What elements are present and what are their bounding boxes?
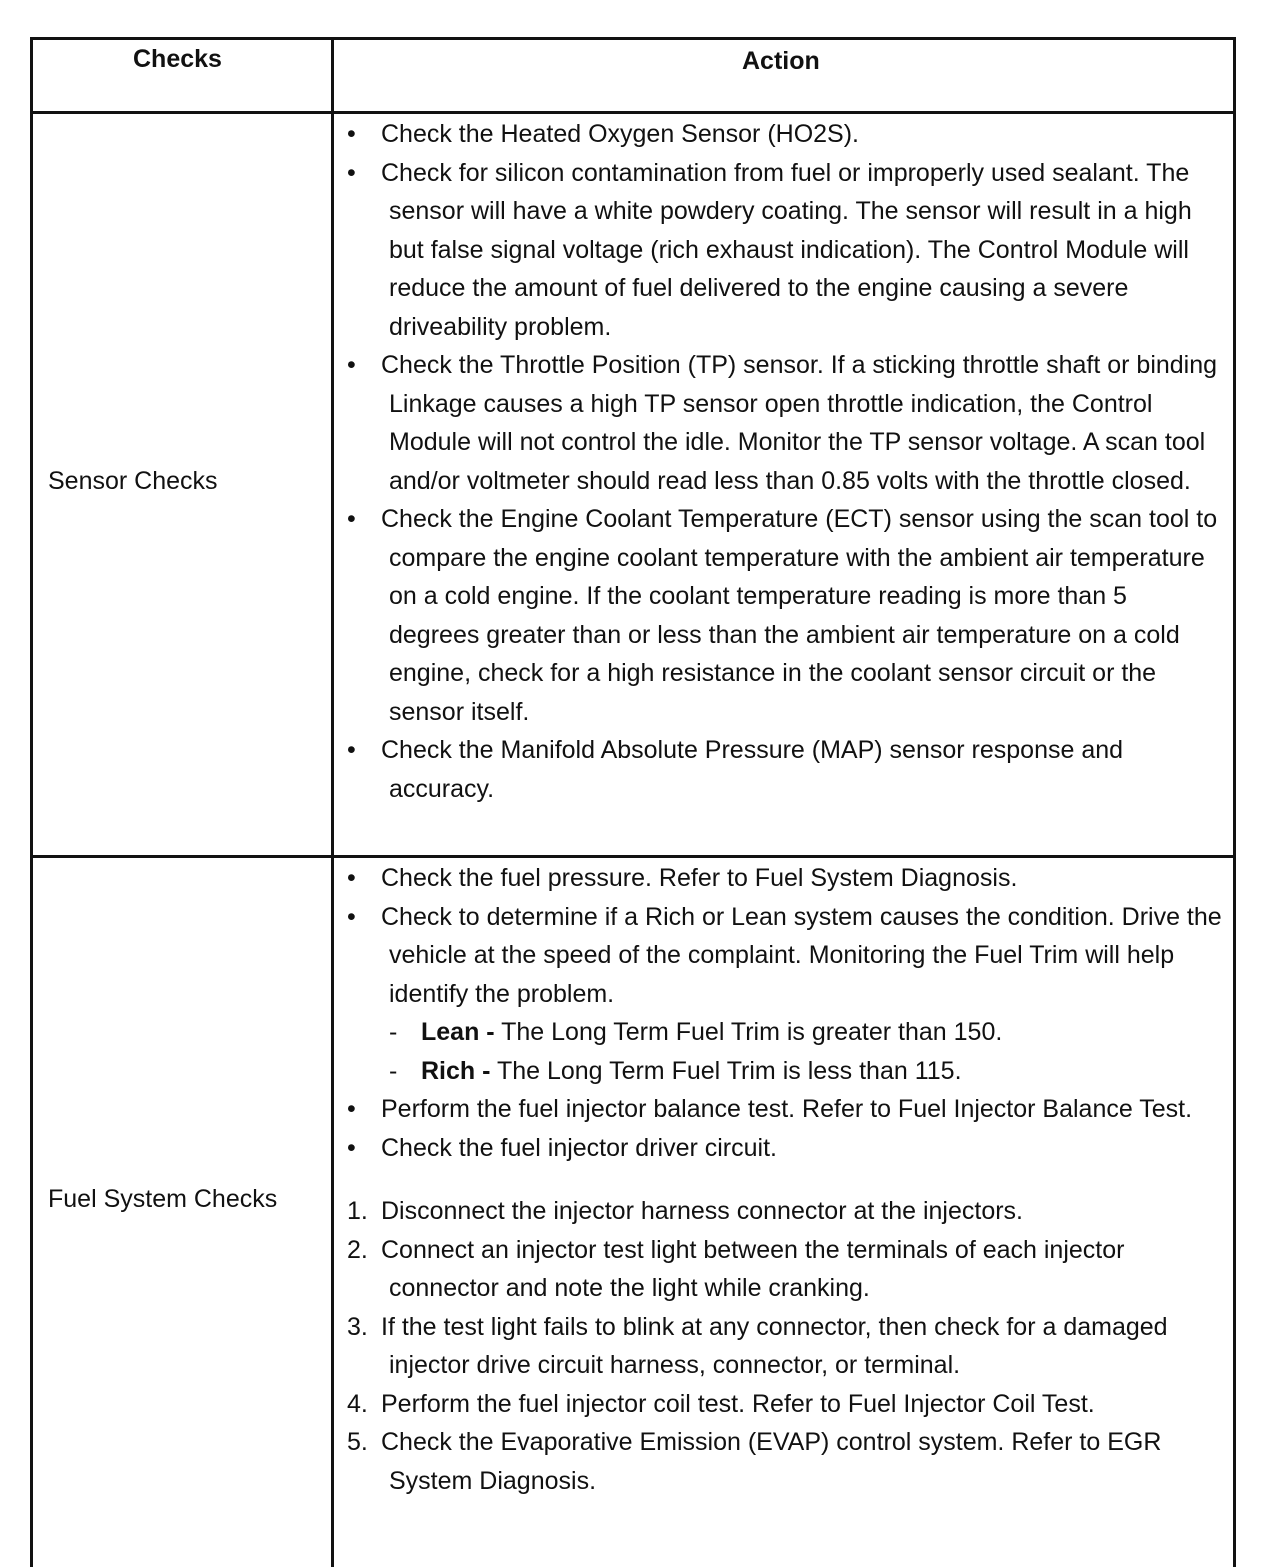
bullet-glyph: • xyxy=(347,120,356,148)
list-item xyxy=(347,500,1223,731)
action-cell-sensor xyxy=(347,115,1223,808)
item-text: Perform the fuel injector balance test. Refer to Fuel Injector Balance Test. xyxy=(381,1095,1193,1123)
numbered-step xyxy=(347,1423,1223,1500)
numbered-step xyxy=(347,1192,1223,1231)
step-number: 3. xyxy=(347,1312,368,1341)
item-text: Check for silicon contamination from fuel or improperly used sealant. The sensor will have a white powdery coating. The sensor will result in a high but false signal voltage (rich exhaust indication). The Control Module will reduce the amount of fuel delivered to the engine causing a severe driveability problem. xyxy=(381,158,1192,341)
bullet-glyph: • xyxy=(347,864,356,892)
dash-glyph: - xyxy=(389,1018,398,1046)
bullet-glyph: • xyxy=(347,736,356,764)
item-text: Check the fuel pressure. Refer to Fuel System Diagnosis. xyxy=(381,864,1018,892)
diagnostic-table xyxy=(30,37,1236,1567)
step-text: Disconnect the injector harness connector at the injectors. xyxy=(381,1197,1024,1225)
list-item xyxy=(347,154,1223,347)
sub-item-text: The Long Term Fuel Trim is greater than 150. xyxy=(494,1018,1003,1046)
item-text: Check the Manifold Absolute Pressure (MAP) sensor response and accuracy. xyxy=(381,736,1124,803)
bullet-glyph: • xyxy=(347,1133,356,1162)
item-text: Check to determine if a Rich or Lean system causes the condition. Drive the vehicle at the speed of the complaint. Monitoring the Fuel Trim will help identify the problem. xyxy=(381,902,1222,1008)
sub-item-text: The Long Term Fuel Trim is less than 115. xyxy=(490,1056,962,1085)
sub-item-lean xyxy=(347,1013,1223,1052)
sub-item-term: Rich - xyxy=(421,1056,491,1085)
list-item xyxy=(347,731,1223,808)
header-checks: Checks xyxy=(133,45,222,73)
item-text: Check the fuel injector driver circuit. xyxy=(381,1133,777,1162)
numbered-step xyxy=(347,1385,1223,1424)
step-number: 5. xyxy=(347,1428,368,1456)
sub-item-term: Lean - xyxy=(421,1018,495,1046)
numbered-step xyxy=(347,1308,1223,1385)
step-text: Perform the fuel injector coil test. Refer to Fuel Injector Coil Test. xyxy=(381,1389,1095,1418)
step-text: Connect an injector test light between the terminals of each injector connector and note the light while cranking. xyxy=(381,1235,1125,1302)
bullet-glyph: • xyxy=(347,351,356,379)
step-number: 2. xyxy=(347,1235,368,1264)
numbered-step xyxy=(347,1231,1223,1308)
dash-glyph: - xyxy=(389,1056,398,1085)
bullet-glyph: • xyxy=(347,505,356,533)
bullet-glyph: • xyxy=(347,1095,356,1123)
sub-item-rich xyxy=(347,1052,1223,1091)
bullet-glyph: • xyxy=(347,158,356,187)
header-action: Action xyxy=(742,47,820,75)
bullet-glyph: • xyxy=(347,902,356,931)
list-item xyxy=(347,1090,1223,1129)
column-divider xyxy=(331,40,334,1567)
check-label-sensor: Sensor Checks xyxy=(48,467,218,495)
item-text: Check the Engine Coolant Temperature (ECT) sensor using the scan tool to compare the engine coolant temperature with the ambient air temperature on a cold engine. If the coolant temperature reading is more than 5 degrees greater than or less than the ambient air temperature on a cold engine, check for a high resistance in the coolant sensor circuit or the sensor itself. xyxy=(381,505,1218,726)
item-text: Check the Heated Oxygen Sensor (HO2S). xyxy=(381,120,860,148)
list-item xyxy=(347,346,1223,500)
action-cell-fuel xyxy=(347,859,1223,1500)
step-text: If the test light fails to blink at any connector, then check for a damaged injector drive circuit harness, connector, or terminal. xyxy=(381,1312,1168,1379)
step-text: Check the Evaporative Emission (EVAP) control system. Refer to EGR System Diagnosis. xyxy=(381,1428,1162,1495)
step-number: 4. xyxy=(347,1389,368,1418)
row-divider xyxy=(33,855,1233,858)
list-item xyxy=(347,898,1223,1014)
step-number: 1. xyxy=(347,1197,368,1225)
header-divider xyxy=(33,111,1233,114)
spacer xyxy=(347,1167,1223,1192)
check-label-fuel: Fuel System Checks xyxy=(48,1185,278,1213)
item-text: Check the Throttle Position (TP) sensor. If a sticking throttle shaft or binding Linkage causes a high TP sensor open throttle indication, the Control Module will not control the idle. Monitor the TP sensor voltage. A scan tool and/or voltmeter should read less than 0.85 volts with the throttle closed. xyxy=(381,351,1218,495)
list-item xyxy=(347,115,1223,154)
list-item xyxy=(347,859,1223,898)
list-item xyxy=(347,1129,1223,1168)
